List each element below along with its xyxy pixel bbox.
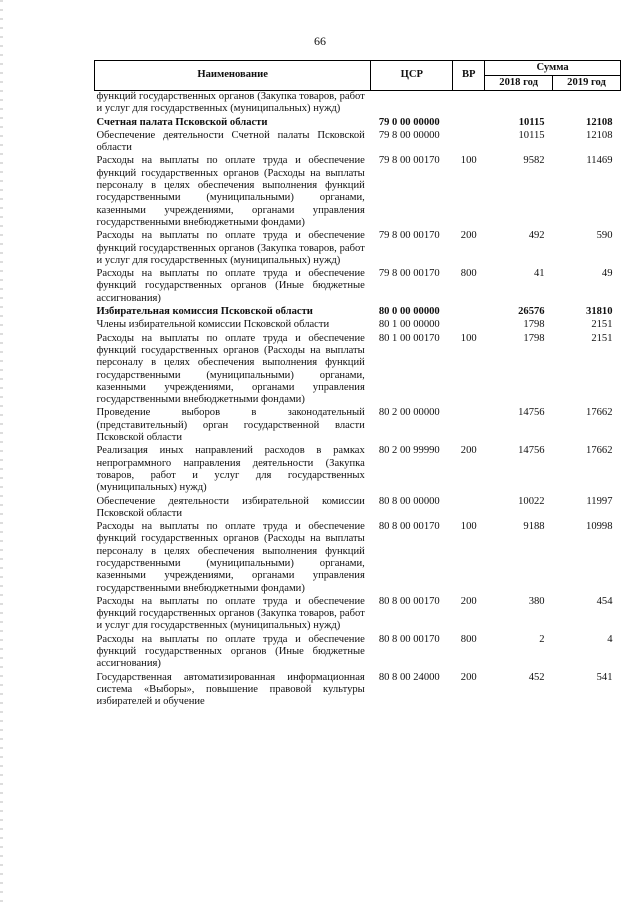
row-vr-code: 200 — [460, 671, 477, 683]
row-vr-code — [453, 117, 485, 130]
row-csr-code: 80 8 00 00000 — [378, 495, 440, 507]
header-csr: ЦСР — [371, 61, 453, 91]
row-name: Расходы на выплаты по оплате труда и обеспечение функций государственных органов (Иные бюджетные ассигнования) — [96, 633, 365, 670]
row-name: Реализация иных направлений расходов в рамках непрограммного направления деятельности (Закупка товаров, работ и услуг для государственных (муниципальных) нужд) — [96, 445, 365, 494]
table-row — [95, 634, 621, 672]
row-sum-2019: 590 — [596, 230, 613, 242]
row-vr-code — [453, 130, 485, 156]
budget-table — [94, 60, 621, 710]
row-sum-2018: 14756 — [518, 407, 545, 419]
scan-edge-artifact — [0, 0, 3, 905]
row-sum-2019 — [553, 91, 621, 117]
header-year-2019: 2019 год — [553, 76, 621, 91]
row-vr-code: 800 — [460, 268, 477, 280]
table-row — [95, 672, 621, 710]
row-sum-2018: 41 — [534, 268, 545, 280]
row-name: Члены избирательной комиссии Псковской области — [96, 319, 330, 331]
row-vr-code: 200 — [460, 445, 477, 457]
row-sum-2018: 452 — [528, 671, 545, 683]
row-name: Избирательная комиссия Псковской области — [96, 306, 313, 318]
row-sum-2019: 12108 — [586, 129, 613, 141]
row-name: Расходы на выплаты по оплате труда и обеспечение функций государственных органов (Расходы на выплаты персоналу в целях обеспечения выполнения функций государственными (муниципальными) органами, казенными учреждениями, органами управления государственными внебюджетными фондами) — [96, 332, 365, 406]
row-name: Счетная палата Псковской области — [96, 116, 268, 128]
row-sum-2018: 10022 — [518, 495, 545, 507]
row-sum-2019: 541 — [596, 671, 613, 683]
header-name: Наименование — [95, 61, 371, 91]
table-row — [95, 268, 621, 306]
row-sum-2019: 49 — [601, 268, 613, 280]
row-vr-code: 100 — [460, 155, 477, 167]
row-name: Расходы на выплаты по оплате труда и обеспечение функций государственных органов (Расходы на выплаты персоналу в целях обеспечения выполнения функций государственными (муниципальными) органами, казенными учреждениями, органами управления государственными внебюджетными фондами) — [96, 155, 365, 228]
row-csr-code: 80 8 00 00170 — [378, 633, 440, 645]
table-row — [95, 130, 621, 156]
row-csr-code: 79 8 00 00170 — [378, 268, 440, 280]
page-number: 66 — [314, 34, 326, 48]
row-csr-code: 79 8 00 00000 — [378, 129, 440, 141]
row-csr-code: 79 8 00 00170 — [378, 155, 440, 167]
row-sum-2019: 4 — [607, 633, 613, 645]
row-name: Проведение выборов в законодательный (представительный) орган государственной власти Псковской области — [96, 407, 365, 444]
table-row — [95, 596, 621, 634]
row-sum-2018: 380 — [528, 595, 545, 607]
row-vr-code: 200 — [460, 230, 477, 242]
row-sum-2018 — [485, 91, 553, 117]
row-sum-2019: 454 — [596, 595, 613, 607]
table-row — [95, 333, 621, 408]
row-sum-2018: 9582 — [523, 155, 545, 167]
row-vr-code — [453, 407, 485, 445]
row-csr-code: 80 2 00 00000 — [378, 407, 440, 419]
row-csr-code: 79 8 00 00170 — [378, 230, 440, 242]
table-body — [95, 91, 621, 710]
row-name: функций государственных органов (Закупка товаров, работ и услуг для государственных (муниципальных) нужд) — [96, 91, 365, 115]
row-name: Обеспечение деятельности избирательной комиссии Псковской области — [96, 495, 365, 519]
row-vr-code — [453, 306, 485, 319]
row-vr-code — [453, 496, 485, 522]
row-csr-code: 80 2 00 99990 — [378, 445, 440, 457]
row-csr-code — [371, 91, 453, 117]
row-name: Расходы на выплаты по оплате труда и обеспечение функций государственных органов (Закупка товаров, работ и услуг для государственных (муниципальных) нужд) — [96, 595, 365, 632]
row-sum-2018: 10115 — [518, 116, 545, 128]
row-vr-code — [453, 319, 485, 332]
table-row — [95, 319, 621, 332]
row-csr-code: 80 8 00 00170 — [378, 521, 440, 533]
row-name: Государственная автоматизированная информационная система «Выборы», повышение правовой культуры избирателей и обучение — [96, 671, 365, 708]
row-csr-code: 80 0 00 00000 — [378, 306, 440, 318]
row-vr-code: 100 — [460, 521, 477, 533]
header-sum: Сумма — [485, 61, 621, 76]
row-sum-2018: 9188 — [523, 521, 545, 533]
row-name: Расходы на выплаты по оплате труда и обеспечение функций государственных органов (Расходы на выплаты персоналу в целях обеспечения выполнения функций государственными (муниципальными) органами, казенными учреждениями, органами управления государственными внебюджетными фондами) — [96, 521, 365, 594]
table-row — [95, 155, 621, 230]
table-header — [95, 61, 621, 91]
row-csr-code: 80 1 00 00170 — [378, 332, 440, 344]
row-sum-2019: 2151 — [591, 319, 613, 331]
row-sum-2019: 12108 — [586, 116, 613, 128]
header-vr: ВР — [453, 61, 485, 91]
row-vr-code — [453, 91, 485, 117]
row-sum-2019: 11469 — [586, 155, 613, 167]
row-csr-code: 80 8 00 24000 — [378, 671, 440, 683]
table-row — [95, 117, 621, 130]
table-row — [95, 91, 621, 117]
row-csr-code: 80 1 00 00000 — [378, 319, 440, 331]
table-row — [95, 230, 621, 268]
row-sum-2019: 2151 — [591, 332, 613, 344]
table-row — [95, 445, 621, 495]
header-year-2018: 2018 год — [485, 76, 553, 91]
row-csr-code: 80 8 00 00170 — [378, 595, 440, 607]
row-vr-code: 100 — [460, 332, 477, 344]
row-sum-2018: 1798 — [523, 332, 545, 344]
row-sum-2019: 10998 — [586, 521, 613, 533]
table-row — [95, 407, 621, 445]
row-sum-2018: 10115 — [518, 129, 545, 141]
row-name: Расходы на выплаты по оплате труда и обеспечение функций государственных органов (Иные бюджетные ассигнования) — [96, 268, 365, 304]
row-name: Обеспечение деятельности Счетной палаты Псковской области — [96, 129, 365, 154]
row-name: Расходы на выплаты по оплате труда и обеспечение функций государственных органов (Закупка товаров, работ и услуг для государственных (муниципальных) нужд) — [96, 230, 365, 266]
row-sum-2019: 11997 — [586, 495, 613, 507]
table-row — [95, 521, 621, 596]
row-vr-code: 200 — [460, 595, 477, 607]
row-sum-2019: 31810 — [586, 306, 613, 318]
row-sum-2018: 14756 — [518, 445, 545, 457]
row-sum-2018: 26576 — [518, 306, 545, 318]
table-row — [95, 496, 621, 522]
row-vr-code: 800 — [460, 633, 477, 645]
row-sum-2018: 492 — [528, 230, 545, 242]
row-sum-2018: 2 — [539, 633, 545, 645]
row-sum-2019: 17662 — [586, 407, 613, 419]
row-sum-2019: 17662 — [586, 445, 613, 457]
row-csr-code: 79 0 00 00000 — [378, 116, 440, 128]
table-row — [95, 306, 621, 319]
row-sum-2018: 1798 — [523, 319, 545, 331]
